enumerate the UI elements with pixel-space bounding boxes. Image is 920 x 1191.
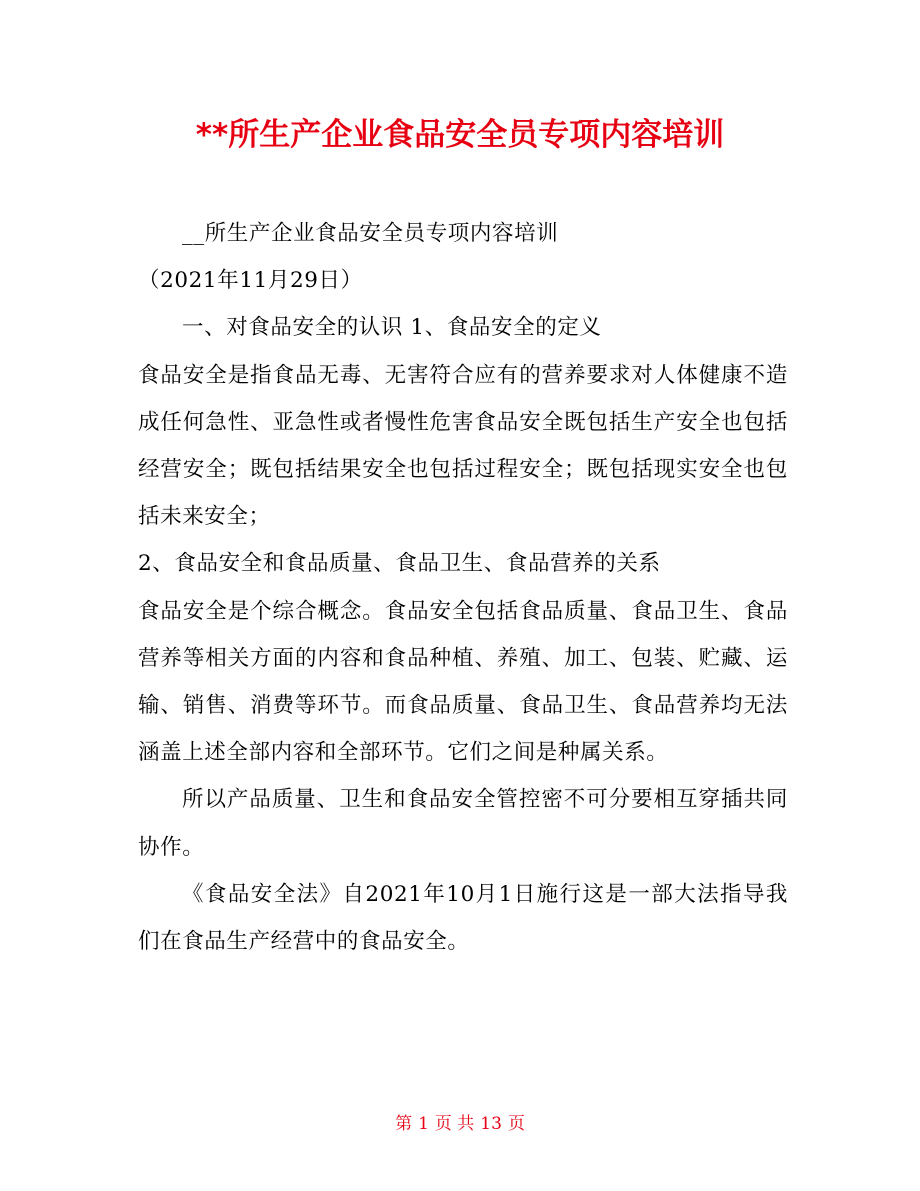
paragraph-management: 所以产品质量、卫生和食品安全管控密不可分要相互穿插共同协作。: [138, 787, 788, 860]
footer-page-number: 1: [418, 1114, 429, 1134]
document-title: **所生产企业食品安全员专项内容培训: [195, 117, 725, 153]
section-heading-2: 2、食品安全和食品质量、食品卫生、食品营养的关系: [138, 551, 661, 577]
page-footer: [0, 1112, 920, 1136]
paragraph-date: （2021年11月29日）: [138, 268, 363, 294]
footer-middle: 页 共: [434, 1114, 475, 1134]
footer-total-pages: 13: [480, 1114, 502, 1134]
paragraph-law: 《食品安全法》自2021年10月1日施行这是一部大法指导我们在食品生产经营中的食品安全。: [138, 881, 788, 955]
paragraph-relationship: 食品安全是个综合概念。食品安全包括食品质量、食品卫生、食品营养等相关方面的内容和食品种植、养殖、加工、包装、贮藏、运输、销售、消费等环节。而食品质量、食品卫生、食品营养均无法涵盖上述全部内容和全部环节。它们之间是种属关系。: [138, 598, 788, 766]
footer-suffix: 页: [507, 1114, 525, 1134]
paragraph-subtitle: __所生产企业食品安全员专项内容培训: [182, 221, 559, 246]
paragraph-definition: 食品安全是指食品无毒、无害符合应有的营养要求对人体健康不造成任何急性、亚急性或者慢性危害食品安全既包括生产安全也包括经营安全；既包括结果安全也包括过程安全；既包括现实安全也包括未来安全；: [138, 362, 788, 530]
section-heading-1: 一、对食品安全的认识 1、食品安全的定义: [182, 315, 602, 341]
document-body: [138, 210, 788, 965]
footer-prefix: 第: [395, 1114, 413, 1134]
